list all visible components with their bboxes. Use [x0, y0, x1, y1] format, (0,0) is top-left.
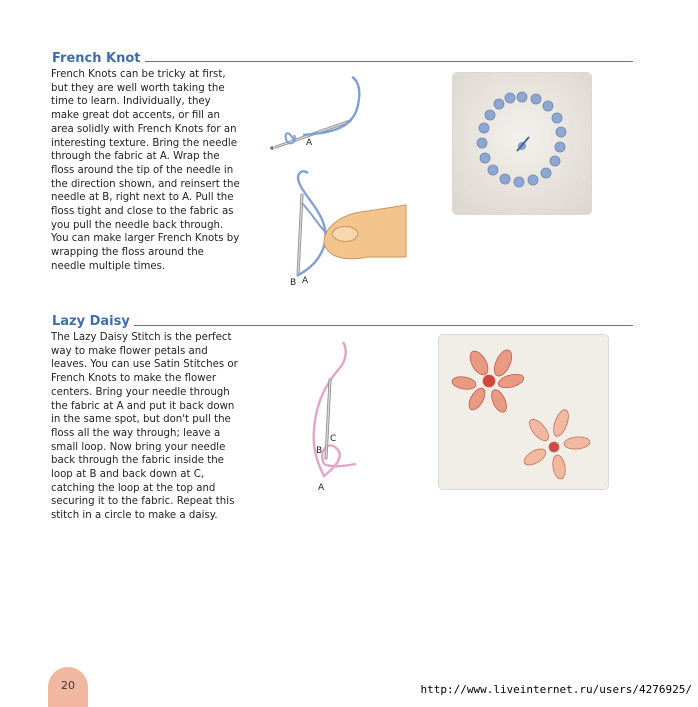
needle-bottom [298, 195, 302, 275]
label-bottom-b: B [290, 278, 297, 288]
label-top-a: A [306, 138, 313, 148]
lazy-daisy-body: The Lazy Daisy Stitch is the perfect way to make flower petals and leaves. You can use Satin Stitches or French Knots to make the flower centers. Bring your needle through the fabric at A and put it back down in the same spot, but don't pull the floss all the way through; leave a small loop. Now bring your needle back through the fabric inside the loop at B and back down at C, catching the loop at the top and securing it to the fabric. Repeat this stitch in a circle to make a daisy. [51, 332, 238, 522]
label-bottom-a: A [302, 276, 309, 286]
french-knot-title: French Knot [52, 51, 145, 66]
lazy-daisy-diagram [298, 340, 368, 500]
finger-icon [324, 205, 406, 259]
french-knot-photo [453, 73, 591, 214]
french-knot-circle [453, 73, 591, 214]
label-b: B [316, 446, 323, 456]
lazy-daisy-rule [60, 325, 633, 326]
lazy-daisy-title: Lazy Daisy [52, 314, 134, 329]
label-a: A [318, 483, 325, 493]
french-knot-body: French Knots can be tricky at first, but they are well worth taking the time to learn. Individually, they make great dot accents, or fill an area solidly with French Knots for an interesting texture. Bring the needle through the fabric at A. Wrap the floss around the tip of the needle in the direction shown, and reinsert the needle at B, right next to A. Pull the floss tight and close to the fabric as you pull the needle back through. You can make larger French Knots by wrapping the floss around the needle multiple times. [51, 69, 240, 272]
lazy-daisy-photo [439, 335, 608, 489]
french-knot-diagram [258, 75, 408, 295]
french-knot-rule [60, 61, 633, 62]
label-c: C [330, 434, 337, 444]
page-number: 20 [48, 667, 88, 707]
lazy-daisy-flowers [439, 335, 608, 489]
footer-url[interactable]: http://www.liveinternet.ru/users/4276925/ [420, 683, 692, 696]
floss-bottom [298, 171, 326, 275]
